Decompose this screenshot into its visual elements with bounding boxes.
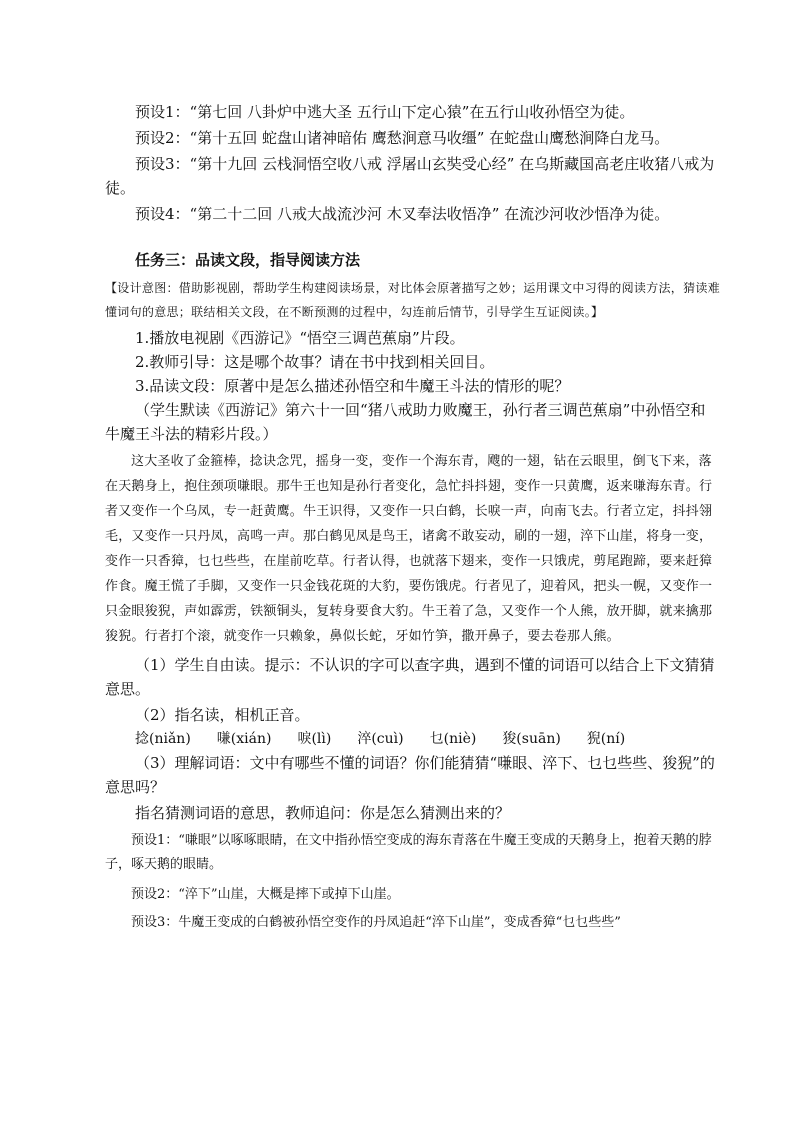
guess-preset-2: 预设2：“淬下”山崖，大概是摔下或掉下山崖。 — [131, 887, 400, 902]
guess-preset-3: 预设3：牛魔王变成的白鹤被孙悟空变作的丹凤追赶“淬下山崖”，变成香獐“乜乜些些” — [131, 915, 621, 930]
sub-step-1: （1）学生自由读。提示：不认识的字可以查字典，遇到不懂的词语可以结合上下文猜猜意思。 — [105, 656, 715, 698]
step-3: 3.品读文段：原著中是怎么描述孙悟空和牛魔王斗法的情形的呢？ — [135, 377, 570, 395]
pinyin-item: 嗛(xián) — [216, 731, 272, 747]
pinyin-list — [105, 727, 720, 751]
task3-heading: 任务三：品读文段，指导阅读方法 — [135, 251, 361, 269]
sub-step-2: （2）指名读，相机正音。 — [135, 706, 310, 724]
presets-top-block — [105, 100, 720, 226]
preset-1: 预设1：“第七回 八卦炉中逃大圣 五行山下定心猿”在五行山收孙悟空为徒。 — [135, 103, 635, 121]
pinyin-item: 乜(niè) — [429, 731, 477, 747]
task3-section — [105, 248, 720, 935]
preset-3: 预设3：“第十九回 云栈洞悟空收八戒 浮屠山玄奘受心经” 在乌斯藏国高老庄收猪八戒为徒。 — [105, 155, 715, 197]
pinyin-item: 淬(cuì) — [357, 731, 404, 747]
pinyin-item: 捻(niǎn) — [135, 731, 191, 747]
step-2: 2.教师引导：这是哪个故事？请在书中找到相关回目。 — [135, 353, 495, 371]
preset-2: 预设2：“第十五回 蛇盘山诸神暗佑 鹰愁涧意马收缰” 在蛇盘山鹰愁涧降白龙马。 — [135, 129, 670, 147]
step-1: 1.播放电视剧《西游记》“悟空三调芭蕉扇”片段。 — [135, 329, 465, 347]
reading-note: （学生默读《西游记》第六十一回“猪八戒助力败魔王，孙行者三调芭蕉扇”中孙悟空和牛魔王斗法的精彩片段。） — [105, 401, 706, 443]
guess-preset-1: 预设1：“嗛眼”以啄啄眼睛，在文中指孙悟空变成的海东青落在牛魔王变成的天鹅身上，抱着天鹅的脖子，啄天鹅的眼睛。 — [105, 833, 712, 872]
design-intent-note: 【设计意图：借助影视剧，帮助学生构建阅读场景，对比体会原著描写之妙；运用课文中习得的阅读方法，猜读难懂词句的意思；联结相关文段，在不断预测的过程中，勾连前后情节，引导学生互证阅读。】 — [105, 281, 721, 319]
pinyin-item: 狻(suān) — [502, 731, 561, 747]
guess-intro: 指名猜测词语的意思，教师追问：你是怎么猜测出来的？ — [135, 804, 511, 822]
preset-4: 预设4：“第二十二回 八戒大战流沙河 木叉奉法收悟净” 在流沙河收沙悟净为徒。 — [135, 205, 670, 223]
pinyin-item: 唳(lì) — [297, 731, 332, 747]
excerpt-passage: 这大圣收了金箍棒，捻诀念咒，摇身一变，变作一个海东青，飕的一翅，钻在云眼里，倒飞下来，落在天鹅身上，抱住颈项嗛眼。那牛王也知是孙行者变化，急忙抖抖翅，变作一只黄鹰，返来嗛海东青。行者又变作一个乌凤，专一赶黄鹰。牛王识得，又变作一只白鹤，长唳一声，向南飞去。行者立定，抖抖翎毛，又变作一只丹凤，高鸣一声。那白鹤见凤是鸟王，诸禽不敢妄动，刷的一翅，淬下山崖，将身一变，变作一只香獐，乜乜些些，在崖前吃草。行者认得，也就落下翅来，变作一只饿虎，剪尾跑蹄，要来赶獐作食。魔王慌了手脚，又变作一只金钱花斑的大豹，要伤饿虎。行者见了，迎着风，把头一幌，又变作一只金眼狻猊，声如霹雳，铁额铜头，复转身要食大豹。牛王着了急，又变作一个人熊，放开脚，就来擒那狻猊。行者打个滚，就变作一只赖象，鼻似长蛇，牙如竹笋，撒开鼻子，要去卷那人熊。 — [105, 454, 713, 644]
pinyin-item: 猊(ní) — [586, 731, 626, 747]
sub-step-3: （3）理解词语：文中有哪些不懂的词语？你们能猜猜“嗛眼、淬下、乜乜些些、狻猊”的意思吗？ — [105, 754, 715, 796]
